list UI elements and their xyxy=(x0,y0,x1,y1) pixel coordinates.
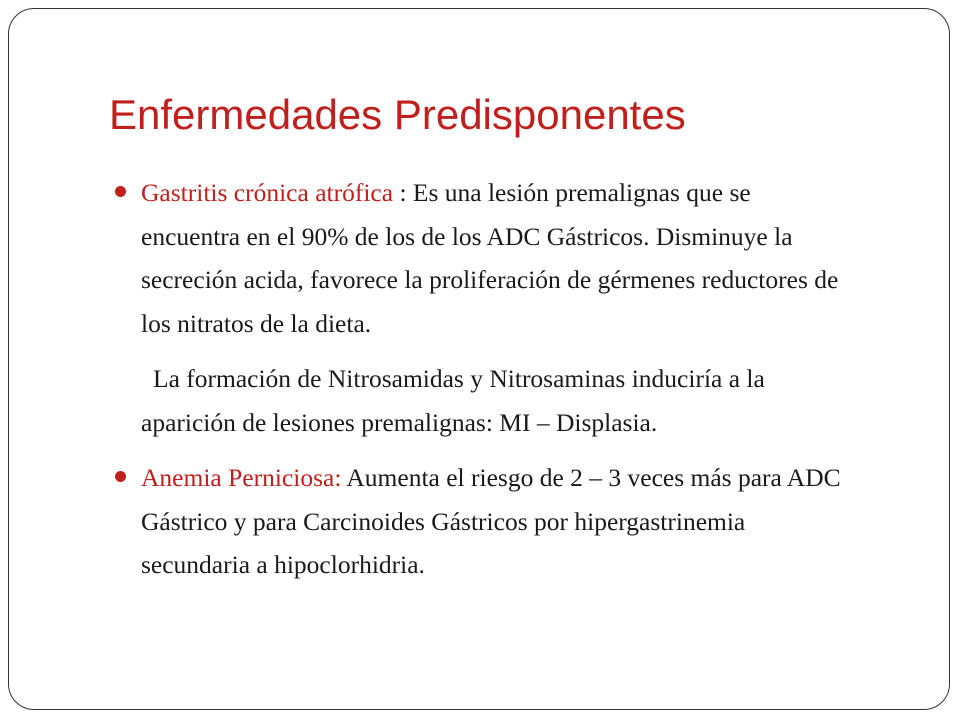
bullet-item-anemia xyxy=(111,456,851,587)
bullet-dot-icon xyxy=(115,471,126,482)
bullet-text: : Es una lesión premalignas que se encuentra en el 90% de los de los ADC Gástricos. Disminuye la secreción acida, favorece la proliferación de gérmenes reductores de los nitratos de la dieta. xyxy=(141,178,839,338)
slide-title: Enfermedades Predisponentes xyxy=(109,91,686,138)
bullet-dot-icon xyxy=(115,186,126,197)
bullet-item-gastritis xyxy=(111,171,851,345)
bullet-text: Aumenta el riesgo de 2 – 3 veces más para ADC Gástrico y para Carcinoides Gástricos por hipergastrinemia secundaria a hipoclorhidria. xyxy=(141,463,841,579)
slide-frame xyxy=(8,8,950,710)
bullet-term: Anemia Perniciosa: xyxy=(141,463,342,492)
bullet-term: Gastritis crónica atrófica xyxy=(141,178,394,207)
continuation-text: La formación de Nitrosamidas y Nitrosaminas induciría a la aparición de lesiones premalignas: MI – Displasia. xyxy=(141,364,765,437)
slide-content xyxy=(111,171,851,587)
continuation-paragraph xyxy=(111,357,851,444)
